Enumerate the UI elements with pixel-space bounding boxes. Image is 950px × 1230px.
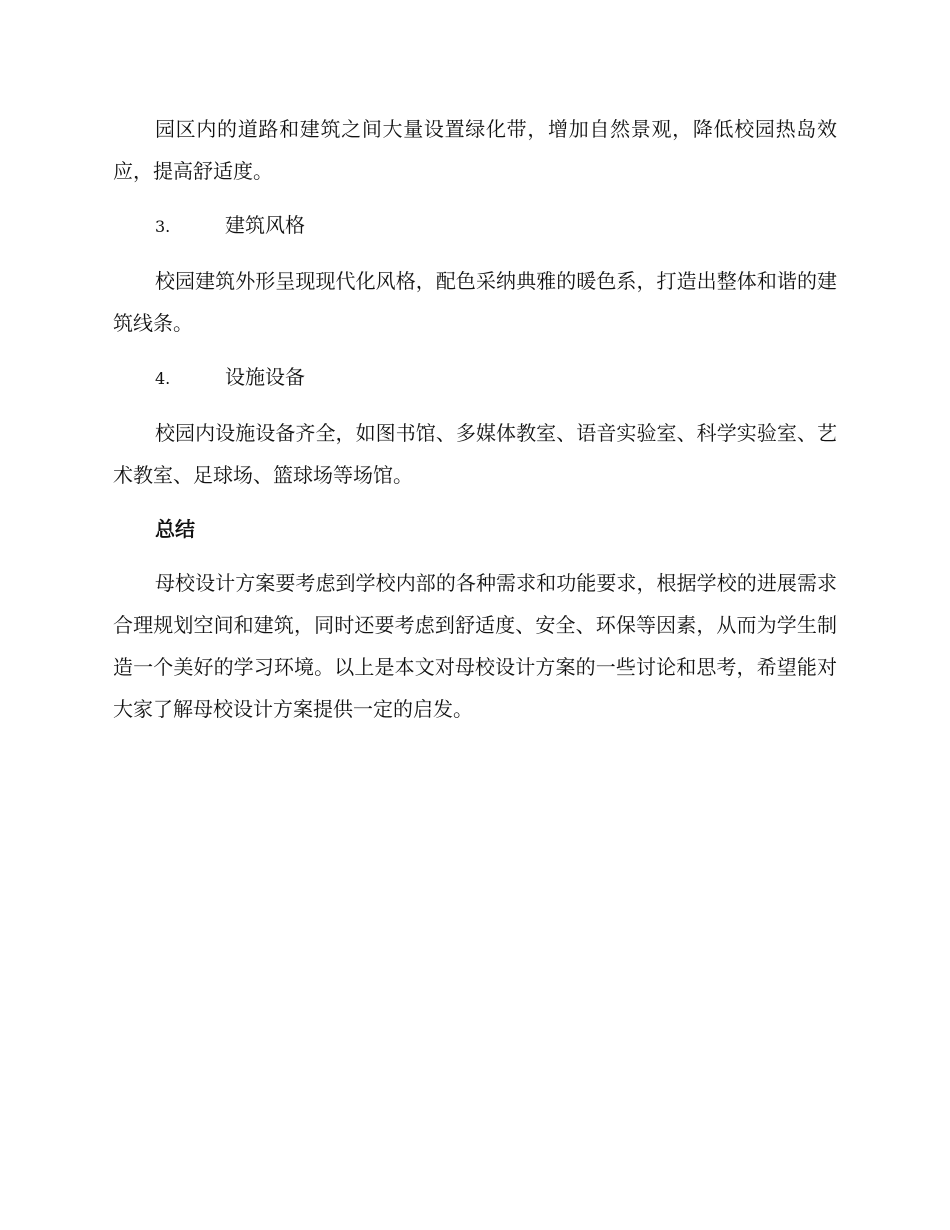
paragraph-greenery: 园区内的道路和建筑之间大量设置绿化带，增加自然景观，降低校园热岛效应，提高舒适度。 xyxy=(113,117,837,183)
list-item-title: 建筑风格 xyxy=(225,213,305,237)
list-item-facilities xyxy=(113,356,837,400)
list-item-title: 设施设备 xyxy=(225,365,305,389)
summary-heading: 总结 xyxy=(155,517,195,541)
list-item-number: 3. xyxy=(155,217,171,236)
paragraph-summary: 母校设计方案要考虑到学校内部的各种需求和功能要求，根据学校的进展需求合理规划空间和建筑，同时还要考虑到舒适度、安全、环保等因素，从而为学生制造一个美好的学习环境。以上是本文对母校设计方案的一些讨论和思考，希望能对大家了解母校设计方案提供一定的启发。 xyxy=(113,571,837,721)
list-item-number: 4. xyxy=(155,369,171,388)
document-body xyxy=(113,108,837,742)
paragraph-facilities: 校园内设施设备齐全，如图书馆、多媒体教室、语音实验室、科学实验室、艺术教室、足球场、篮球场等场馆。 xyxy=(113,421,837,487)
paragraph-architecture: 校园建筑外形呈现现代化风格，配色采纳典雅的暖色系，打造出整体和谐的建筑线条。 xyxy=(113,269,837,335)
list-item-architecture-style xyxy=(113,204,837,248)
